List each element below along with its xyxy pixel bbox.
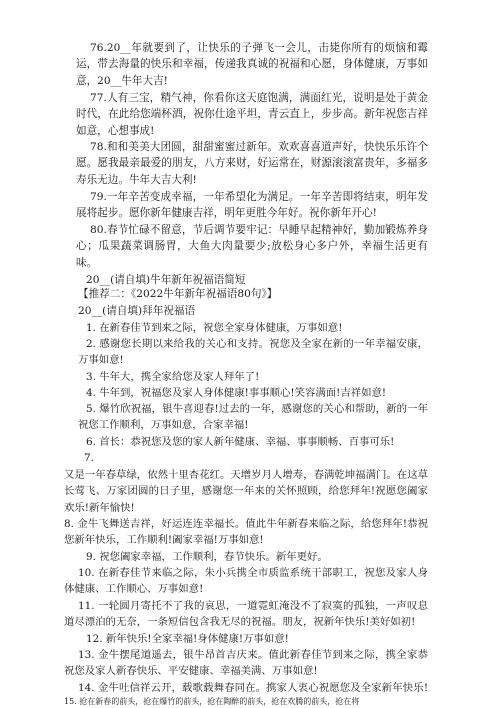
paragraph-78: 78.和和美美大团圆，甜甜蜜蜜过新年。欢欢喜喜道声好，快快乐乐许个愿。愿我最亲最爱的朋友，八方来财，好运常在，财源滚滚富贵年，多福多寿乐无边。牛年大吉大利!	[76, 141, 428, 186]
list-item-9: 9. 祝您阖家幸福，工作顺利，春节快乐。新年更好。	[86, 551, 328, 563]
section-subtitle: 20__(请自填)拜年祝福语	[78, 305, 196, 317]
list-item-2: 2. 感谢您长期以来给我的关心和支持。祝您及全家在新的一年幸福安康，万事如意!	[78, 338, 428, 367]
list-item-4: 4. 牛年到，祝福您及家人身体健康!事事顺心!笑容满面!吉祥如意!	[86, 387, 387, 399]
recommend-link[interactable]: 【推荐二：《2022牛年新年祝福语80句》】	[78, 288, 278, 300]
list-item-15-and-continuation: 15. 抢在新春的前头，抢在爆竹的前头，抢在陶醉的前头，抢在欢腾的前头，抢在将	[64, 697, 360, 706]
list-item-3: 3. 牛年大，携全家给您及家人拜年了!	[86, 371, 260, 383]
list-item-10: 10. 在新春佳节来临之际，朱小兵携全市质监系统干部职工，祝您及家人身体健康、工作顺心、万事如意!	[64, 567, 428, 596]
paragraph-80: 80.春节忙碌不留意，节后调节要牢记：早睡早起精神好，勤加锻炼养身心；瓜果蔬菜调肠胃，大鱼大肉量要少;放松身心多户外，幸福生活更有味。	[76, 224, 428, 269]
list-item-6: 6. 首长：恭祝您及您的家人新年健康、幸福、事事顺畅、百事可乐!	[86, 436, 395, 448]
paragraph-76: 76.20__年就要到了，让快乐的子弹飞一会儿，击毙你所有的烦恼和霉运，带去海量的快乐和幸福，传递我真诚的祝福和心愿，身体健康，万事如意，20__牛年大吉!	[76, 42, 428, 87]
list-item-1: 1. 在新春佳节到来之际，祝您全家身体健康，万事如意!	[86, 322, 343, 334]
section-title: 20__(请自填)牛年新年祝福语简短	[86, 274, 246, 286]
list-item-12: 12. 新年快乐!全家幸福!身体健康!万事如意!	[86, 633, 289, 645]
list-item-14: 14. 金牛吐信祥云开，载歌载舞春同在。携家人衷心祝愿您及全家新年快乐!	[78, 682, 428, 694]
list-item-11: 11. 一轮圆月寄托不了我的哀思，一道霓虹淹没不了寂寞的孤独，一声叹息道尽漂泊的无奈，一条短信包含我无尽的祝福。朋友，祝新年快乐!美好如初!	[64, 600, 428, 629]
list-item-7-text: 又是一年春草绿，依然十里杏花红。天增岁月人增寿，春满乾坤福满门。在这草长莺飞、万家团圆的日子里，感谢您一年来的关怀照顾，给您拜年!祝愿您阖家欢乐!新年愉快!	[64, 469, 429, 514]
list-item-5: 5. 爆竹欣祝福，银牛喜迎春!过去的一年，感谢您的关心和帮助，新的一年祝您工作顺利，万事如意，合家幸福!	[78, 403, 428, 432]
list-item-8: 8. 金牛飞舞送吉祥，好运连连幸福长。值此牛年新春来临之际，给您拜年!恭祝您新年快乐，工作顺利!阖家幸福!万事如意!	[64, 518, 428, 547]
list-item-13: 13. 金牛摆尾道遥去，银牛昂首吉庆来。值此新春佳节到来之际，携全家恭祝您及家人新春快乐、平安健康、幸福美满、万事如意!	[64, 649, 428, 678]
list-item-7-number: 7.	[84, 452, 94, 464]
paragraph-77: 77.人有三宝，精气神，你看你这天庭饱满，满面红光，说明是处于黄金时代，在此给您端杯酒，祝你仕途平坦，青云直上，步步高。新年祝您吉祥如意，心想事成!	[76, 92, 428, 137]
paragraph-79: 79.一年辛苦变成幸福，一年希望化为满足。一年辛苦即将结束，明年发展将起步。愿你新年健康吉祥，明年更胜今年好。祝你新年开心!	[76, 191, 428, 220]
